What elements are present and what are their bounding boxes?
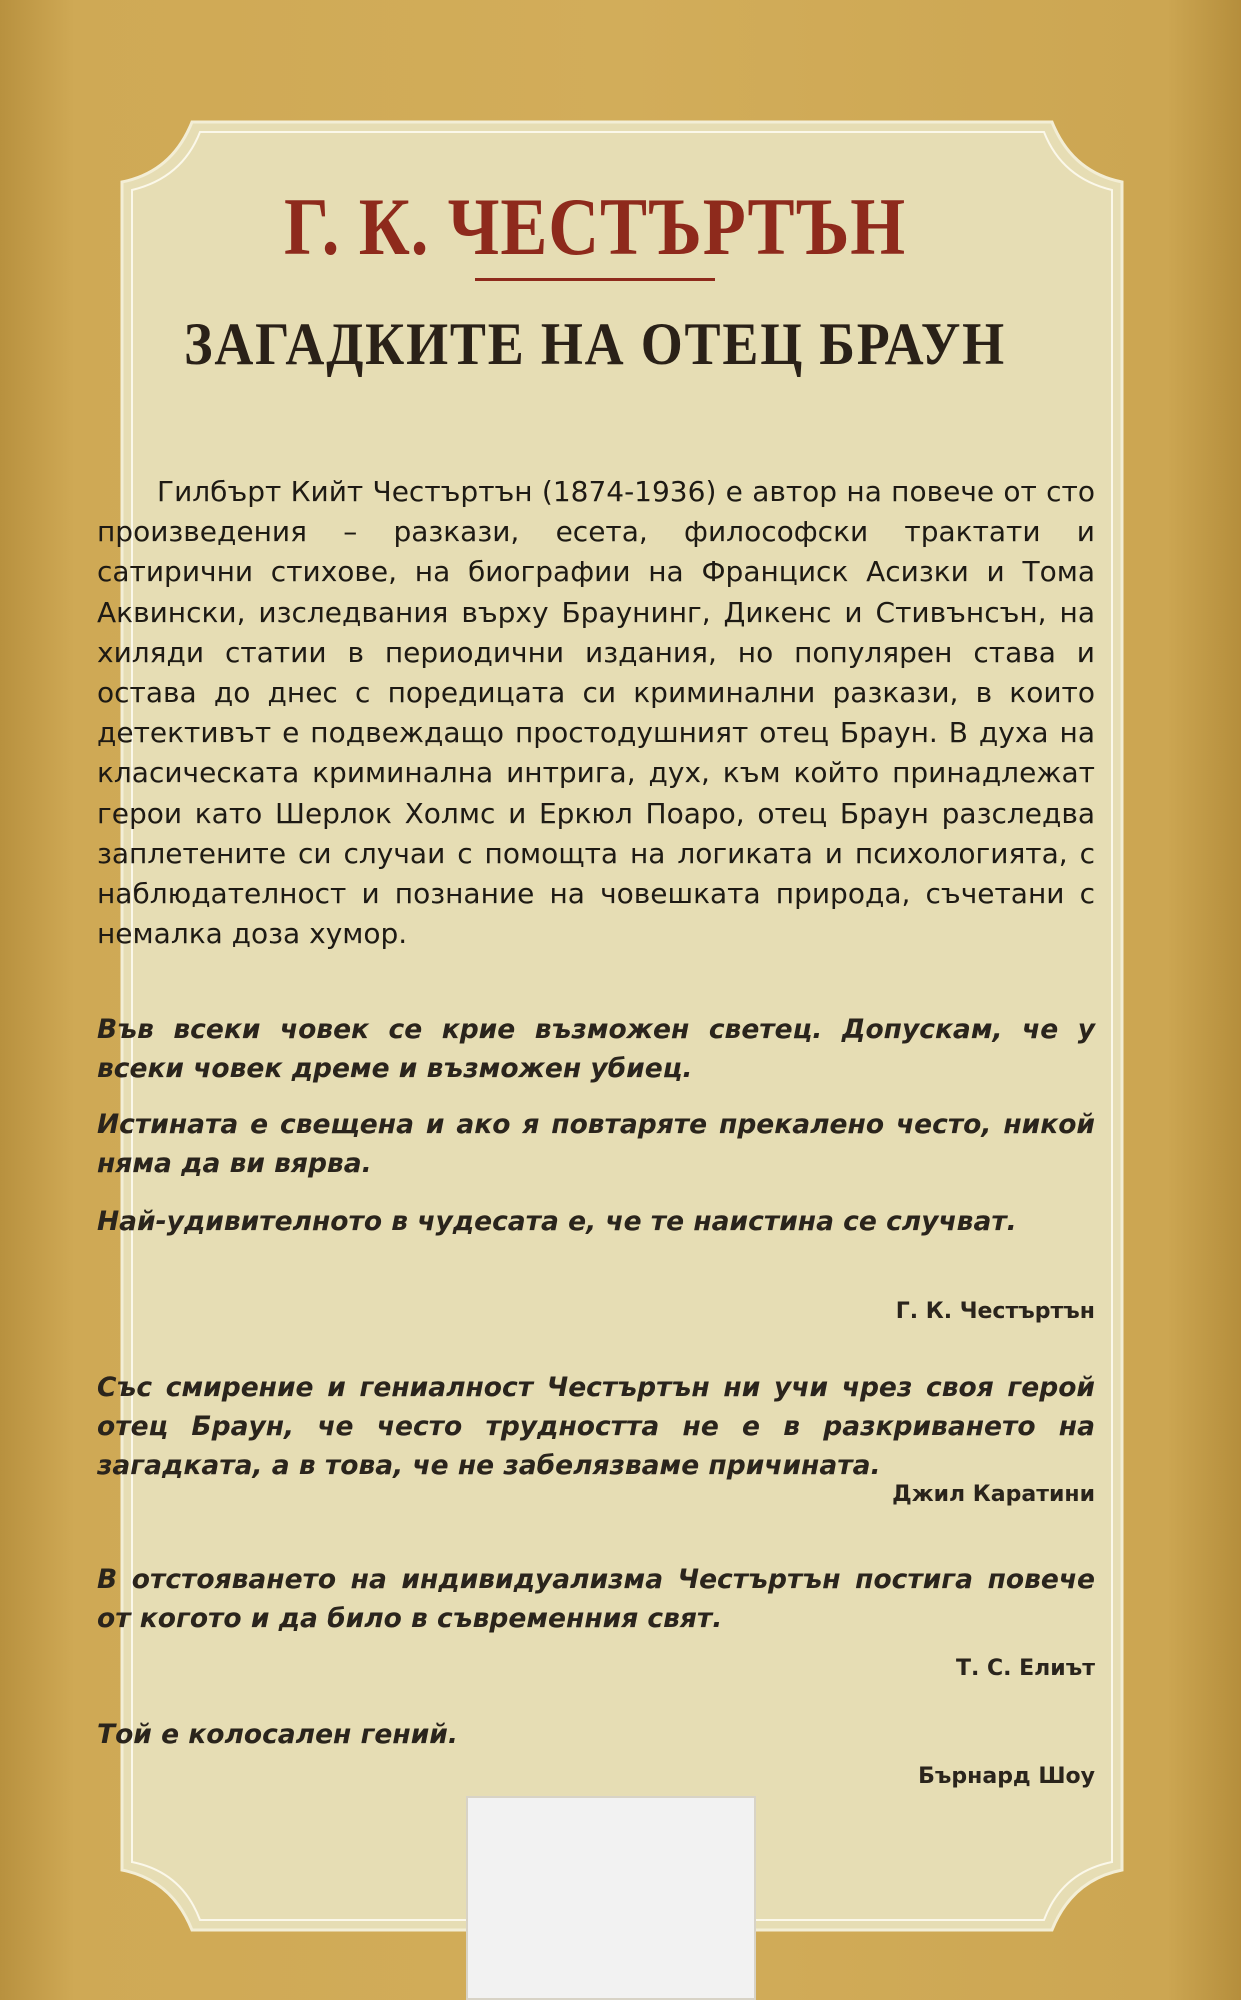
book-description: Гилбърт Кийт Честъртън (1874-1936) е автор на повече от сто произведения – разкази, есета, философски трактати и сатирични стихове, на биографии на Франциск Асизки и Тома Аквински, изследвания върху Браунинг, Дикенс и Стивънсън, на хиляди статии в периодични издания, но популярен става и остава до днес с поредицата си криминални разкази, в които детективът е подвеждащо простодушният отец Браун. В духа на класическата криминална интрига, дух, към който принадлежат герои като Шерлок Холмс и Еркюл Поаро, отец Браун разследва заплетените си случаи с помощта на логиката и психологията, с наблюдателност и познание на човешката природа, съчетани с немалка доза хумор. <box>97 475 1095 951</box>
quote-5-attribution: Т. С. Елиът <box>955 1656 1095 1681</box>
quote-4: Със смирение и гениалност Честъртън ни учи чрез своя герой отец Браун, че често трудността не е в разкриването на загадката, а в това, че не забелязваме причината. <box>97 1372 1095 1481</box>
quote-5: В отстояването на индивидуализма Честъртън постига повече от когото и да било в съвременния свят. <box>97 1564 1095 1634</box>
quote-3: Най-удивителното в чудесата е, че те наистина се случват. <box>97 1206 1017 1237</box>
quote-4-attribution: Джил Каратини <box>892 1482 1095 1507</box>
quote-3-attribution: Г. К. Честъртън <box>895 1299 1095 1324</box>
quote-6: Той е колосален гений. <box>97 1719 458 1750</box>
quote-6-attribution: Бърнард Шоу <box>918 1764 1095 1789</box>
blank-sticker-label <box>466 1796 756 2000</box>
quote-2: Истината е свещена и ако я повтаряте прекалено често, никой няма да ви вярва. <box>97 1109 1095 1179</box>
book-title: ЗАГАДКИТЕ НА ОТЕЦ БРАУН <box>184 311 1006 377</box>
author-name: Г. К. ЧЕСТЪРТЪН <box>284 181 906 272</box>
title-divider <box>475 278 715 281</box>
quote-1: Във всеки човек се крие възможен светец. Допускам, че у всеки човек дреме и възможен убиец. <box>97 1014 1095 1084</box>
